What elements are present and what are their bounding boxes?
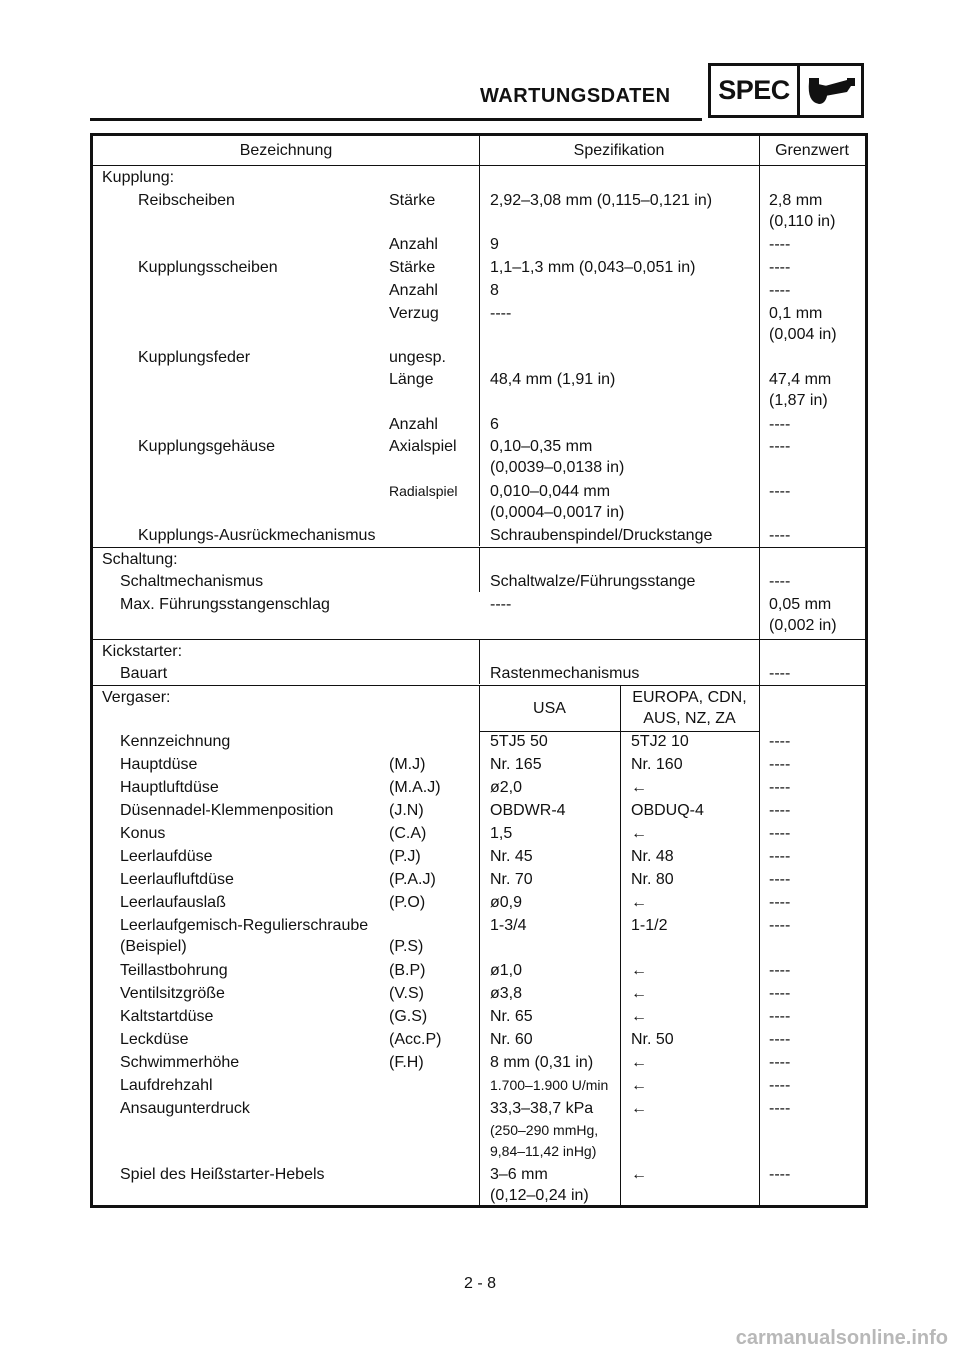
label-schwimmerhoehe: Schwimmerhöhe bbox=[120, 1054, 240, 1071]
limit-verzug: 0,1 mm bbox=[769, 305, 823, 322]
sub-staerke-1: Stärke bbox=[389, 192, 436, 209]
limit-konus: ---- bbox=[769, 825, 791, 842]
limit-fuehrungsstangenschlag: 0,05 mm bbox=[769, 596, 832, 613]
sub-radialspiel: Radialspiel bbox=[389, 483, 458, 499]
eu-leckduese: Nr. 50 bbox=[631, 1031, 674, 1048]
limit-leckduese: ---- bbox=[769, 1031, 791, 1048]
spec-radialspiel-in: (0,0004–0,0017 in) bbox=[490, 504, 625, 521]
usa-konus: 1,5 bbox=[490, 825, 513, 842]
eu-kennzeichnung: 5TJ2 10 bbox=[631, 733, 689, 750]
label-schaltmechanismus: Schaltmechanismus bbox=[120, 573, 264, 590]
section-rule-kickstarter bbox=[93, 639, 865, 640]
usa-leerlaufluftduese: Nr. 70 bbox=[490, 871, 533, 888]
code-kaltstartduese: (G.S) bbox=[389, 1008, 428, 1025]
code-teillastbohrung: (B.P) bbox=[389, 962, 426, 979]
spec-bauart: Rastenmechanismus bbox=[490, 665, 640, 682]
eu-leerlaufduese: Nr. 48 bbox=[631, 848, 674, 865]
code-leerlaufauslass: (P.O) bbox=[389, 894, 426, 911]
usa-leerlaufduese: Nr. 45 bbox=[490, 848, 533, 865]
label-duesennadel: Düsennadel-Klemmenposition bbox=[120, 802, 334, 819]
usa-schwimmerhoehe: 8 mm (0,31 in) bbox=[490, 1054, 594, 1071]
usa-regulierschraube: 1-3/4 bbox=[490, 917, 527, 934]
label-leerlaufduese: Leerlaufdüse bbox=[120, 848, 213, 865]
label-bauart: Bauart bbox=[120, 665, 168, 682]
limit-feder-anzahl: ---- bbox=[769, 416, 791, 433]
label-kupplungsfeder: Kupplungsfeder bbox=[138, 349, 251, 366]
usa-teillastbohrung: ø1,0 bbox=[490, 962, 523, 979]
limit-kupplungsscheiben-anzahl: ---- bbox=[769, 282, 791, 299]
spec-axialspiel-in: (0,0039–0,0138 in) bbox=[490, 459, 625, 476]
limit-reibscheiben-anzahl: ---- bbox=[769, 236, 791, 253]
limit-heissstarter-hebel: ---- bbox=[769, 1166, 791, 1183]
label-reibscheiben: Reibscheiben bbox=[138, 192, 235, 209]
watermark: carmanualsonline.info bbox=[735, 1327, 948, 1349]
limit-bauart: ---- bbox=[769, 665, 791, 682]
eu-schwimmerhoehe: ← bbox=[631, 1054, 647, 1071]
spec-fuehrungsstangenschlag: ---- bbox=[490, 596, 512, 613]
usa-heissstarter-hebel: 3–6 mm bbox=[490, 1166, 548, 1183]
limit-laufdrehzahl: ---- bbox=[769, 1077, 791, 1094]
limit-verzug-in: (0,004 in) bbox=[769, 326, 837, 343]
spec-reibscheiben-anzahl: 9 bbox=[490, 236, 499, 253]
limit-schwimmerhoehe: ---- bbox=[769, 1054, 791, 1071]
code-regulierschraube: (P.S) bbox=[389, 938, 424, 955]
eu-teillastbohrung: ← bbox=[631, 962, 647, 979]
limit-teillastbohrung: ---- bbox=[769, 962, 791, 979]
limit-feder-laenge-in: (1,87 in) bbox=[769, 392, 828, 409]
limit-regulierschraube: ---- bbox=[769, 917, 791, 934]
eu-laufdrehzahl: ← bbox=[631, 1077, 647, 1094]
col-header-spec: Spezifikation bbox=[573, 142, 665, 159]
sub-laenge: Länge bbox=[389, 371, 434, 388]
sub-anzahl-1: Anzahl bbox=[389, 236, 438, 253]
label-beispiel: (Beispiel) bbox=[120, 938, 187, 955]
label-kupplungsscheiben: Kupplungsscheiben bbox=[138, 259, 278, 276]
limit-leerlaufluftduese: ---- bbox=[769, 871, 791, 888]
page-number: 2 - 8 bbox=[463, 1275, 496, 1292]
col-divider-1a bbox=[479, 136, 480, 546]
label-ausrueckmechanismus: Kupplungs-Ausrückmechanismus bbox=[138, 527, 376, 544]
label-leckduese: Leckdüse bbox=[120, 1031, 189, 1048]
limit-kupplungsscheiben-staerke: ---- bbox=[769, 259, 791, 276]
label-hauptduese: Hauptdüse bbox=[120, 756, 198, 773]
col-divider-usa bbox=[620, 686, 621, 1205]
usa-duesennadel: OBDWR-4 bbox=[490, 802, 566, 819]
sub-axialspiel: Axialspiel bbox=[389, 438, 457, 455]
limit-ventilsitzgroesse: ---- bbox=[769, 985, 791, 1002]
code-hauptluftduese: (M.A.J) bbox=[389, 779, 441, 796]
label-hauptluftduese: Hauptluftdüse bbox=[120, 779, 219, 796]
label-konus: Konus bbox=[120, 825, 166, 842]
title-rule bbox=[90, 118, 702, 121]
col-divider-1c bbox=[479, 640, 480, 684]
spec-reibscheiben-staerke: 2,92–3,08 mm (0,115–0,121 in) bbox=[490, 192, 713, 209]
limit-feder-laenge: 47,4 mm bbox=[769, 371, 832, 388]
eu-duesennadel: OBDUQ-4 bbox=[631, 802, 704, 819]
col-divider-1b bbox=[479, 548, 480, 592]
limit-leerlaufduese: ---- bbox=[769, 848, 791, 865]
label-laufdrehzahl: Laufdrehzahl bbox=[120, 1077, 213, 1094]
usa-kaltstartduese: Nr. 65 bbox=[490, 1008, 533, 1025]
eu-leerlaufauslass: ← bbox=[631, 894, 647, 911]
sub-anzahl-2: Anzahl bbox=[389, 282, 438, 299]
section-kickstarter: Kickstarter: bbox=[102, 643, 183, 660]
limit-schaltmechanismus: ---- bbox=[769, 573, 791, 590]
label-ventilsitzgroesse: Ventilsitzgröße bbox=[120, 985, 225, 1002]
usa-ventilsitzgroesse: ø3,8 bbox=[490, 985, 523, 1002]
spec-badge bbox=[708, 63, 864, 118]
section-schaltung: Schaltung: bbox=[102, 551, 178, 568]
spec-kupplungsscheiben-anzahl: 8 bbox=[490, 282, 499, 299]
sub-anzahl-3: Anzahl bbox=[389, 416, 438, 433]
code-leerlaufluftduese: (P.A.J) bbox=[389, 871, 436, 888]
eu-heissstarter-hebel: ← bbox=[631, 1166, 647, 1183]
usa-ansaugunterdruck-inhg: 9,84–11,42 inHg) bbox=[490, 1143, 597, 1159]
col-header-europa-2: AUS, NZ, ZA bbox=[643, 710, 736, 727]
label-fuehrungsstangenschlag: Max. Führungsstangenschlag bbox=[120, 596, 330, 613]
label-leerlaufauslass: Leerlaufauslaß bbox=[120, 894, 226, 911]
eu-ventilsitzgroesse: ← bbox=[631, 985, 647, 1002]
eu-kaltstartduese: ← bbox=[631, 1008, 647, 1025]
limit-hauptduese: ---- bbox=[769, 756, 791, 773]
eu-hauptluftduese: ← bbox=[631, 779, 647, 796]
usa-leckduese: Nr. 60 bbox=[490, 1031, 533, 1048]
limit-kennzeichnung: ---- bbox=[769, 733, 791, 750]
section-rule-schaltung bbox=[93, 547, 865, 548]
code-hauptduese: (M.J) bbox=[389, 756, 426, 773]
spec-radialspiel: 0,010–0,044 mm bbox=[490, 483, 611, 500]
spec-feder-laenge: 48,4 mm (1,91 in) bbox=[490, 371, 616, 388]
label-regulierschraube: Leerlaufgemisch-Regulierschraube bbox=[120, 917, 369, 934]
usa-hauptduese: Nr. 165 bbox=[490, 756, 542, 773]
col-header-usa: USA bbox=[533, 700, 566, 717]
limit-axialspiel: ---- bbox=[769, 438, 791, 455]
sub-verzug: Verzug bbox=[389, 305, 439, 322]
usa-ansaugunterdruck-mmhg: (250–290 mmHg, bbox=[490, 1122, 599, 1138]
usa-heissstarter-hebel-in: (0,12–0,24 in) bbox=[490, 1187, 589, 1204]
code-duesennadel: (J.N) bbox=[389, 802, 424, 819]
code-konus: (C.A) bbox=[389, 825, 427, 842]
usa-laufdrehzahl: 1.700–1.900 U/min bbox=[490, 1077, 609, 1093]
code-ventilsitzgroesse: (V.S) bbox=[389, 985, 424, 1002]
eu-konus: ← bbox=[631, 825, 647, 842]
limit-hauptluftduese: ---- bbox=[769, 779, 791, 796]
limit-duesennadel: ---- bbox=[769, 802, 791, 819]
limit-radialspiel: ---- bbox=[769, 483, 791, 500]
label-ansaugunterdruck: Ansaugunterdruck bbox=[120, 1100, 250, 1117]
spec-label: SPEC bbox=[711, 66, 800, 115]
eu-regulierschraube: 1-1/2 bbox=[631, 917, 668, 934]
code-schwimmerhoehe: (F.H) bbox=[389, 1054, 424, 1071]
label-kupplungsgehaeuse: Kupplungsgehäuse bbox=[138, 438, 276, 455]
label-kaltstartduese: Kaltstartdüse bbox=[120, 1008, 214, 1025]
code-leckduese: (Acc.P) bbox=[389, 1031, 442, 1048]
col-header-limit: Grenzwert bbox=[775, 142, 849, 159]
eu-ansaugunterdruck: ← bbox=[631, 1100, 647, 1117]
spec-table bbox=[90, 133, 868, 1208]
label-teillastbohrung: Teillastbohrung bbox=[120, 962, 228, 979]
col-divider-2 bbox=[759, 136, 760, 1205]
header-rule bbox=[93, 165, 865, 166]
usa-kennzeichnung: 5TJ5 50 bbox=[490, 733, 548, 750]
limit-reibscheiben-staerke-in: (0,110 in) bbox=[769, 213, 836, 230]
limit-kaltstartduese: ---- bbox=[769, 1008, 791, 1025]
col-header-europa: EUROPA, CDN, bbox=[632, 689, 747, 706]
spec-axialspiel: 0,10–0,35 mm bbox=[490, 438, 593, 455]
eu-leerlaufluftduese: Nr. 80 bbox=[631, 871, 674, 888]
label-leerlaufluftduese: Leerlaufluftdüse bbox=[120, 871, 234, 888]
limit-ausrueckmechanismus: ---- bbox=[769, 527, 791, 544]
col-divider-1d bbox=[479, 686, 480, 1205]
limit-leerlaufauslass: ---- bbox=[769, 894, 791, 911]
usa-hauptluftduese: ø2,0 bbox=[490, 779, 523, 796]
usa-ansaugunterdruck: 33,3–38,7 kPa bbox=[490, 1100, 594, 1117]
limit-reibscheiben-staerke: 2,8 mm bbox=[769, 192, 823, 209]
spec-verzug: ---- bbox=[490, 305, 512, 322]
spec-ausrueckmechanismus: Schraubenspindel/Druckstange bbox=[490, 527, 713, 544]
usa-leerlaufauslass: ø0,9 bbox=[490, 894, 523, 911]
spec-kupplungsscheiben-staerke: 1,1–1,3 mm (0,043–0,051 in) bbox=[490, 259, 696, 276]
label-kennzeichnung: Kennzeichnung bbox=[120, 733, 231, 750]
gauge-tool-icon bbox=[800, 66, 861, 115]
page-title: WARTUNGSDATEN bbox=[480, 85, 671, 107]
col-header-name: Bezeichnung bbox=[239, 142, 333, 159]
limit-fuehrungsstangenschlag-in: (0,002 in) bbox=[769, 617, 837, 634]
label-heissstarter-hebel: Spiel des Heißstarter-Hebels bbox=[120, 1166, 325, 1183]
spec-schaltmechanismus: Schaltwalze/Führungsstange bbox=[490, 573, 696, 590]
spec-feder-anzahl: 6 bbox=[490, 416, 499, 433]
sub-ungesp: ungesp. bbox=[389, 349, 446, 366]
eu-hauptduese: Nr. 160 bbox=[631, 756, 683, 773]
sub-staerke-2: Stärke bbox=[389, 259, 436, 276]
section-vergaser: Vergaser: bbox=[102, 689, 171, 706]
code-leerlaufduese: (P.J) bbox=[389, 848, 421, 865]
limit-ansaugunterdruck: ---- bbox=[769, 1100, 791, 1117]
section-kupplung: Kupplung: bbox=[102, 169, 175, 186]
